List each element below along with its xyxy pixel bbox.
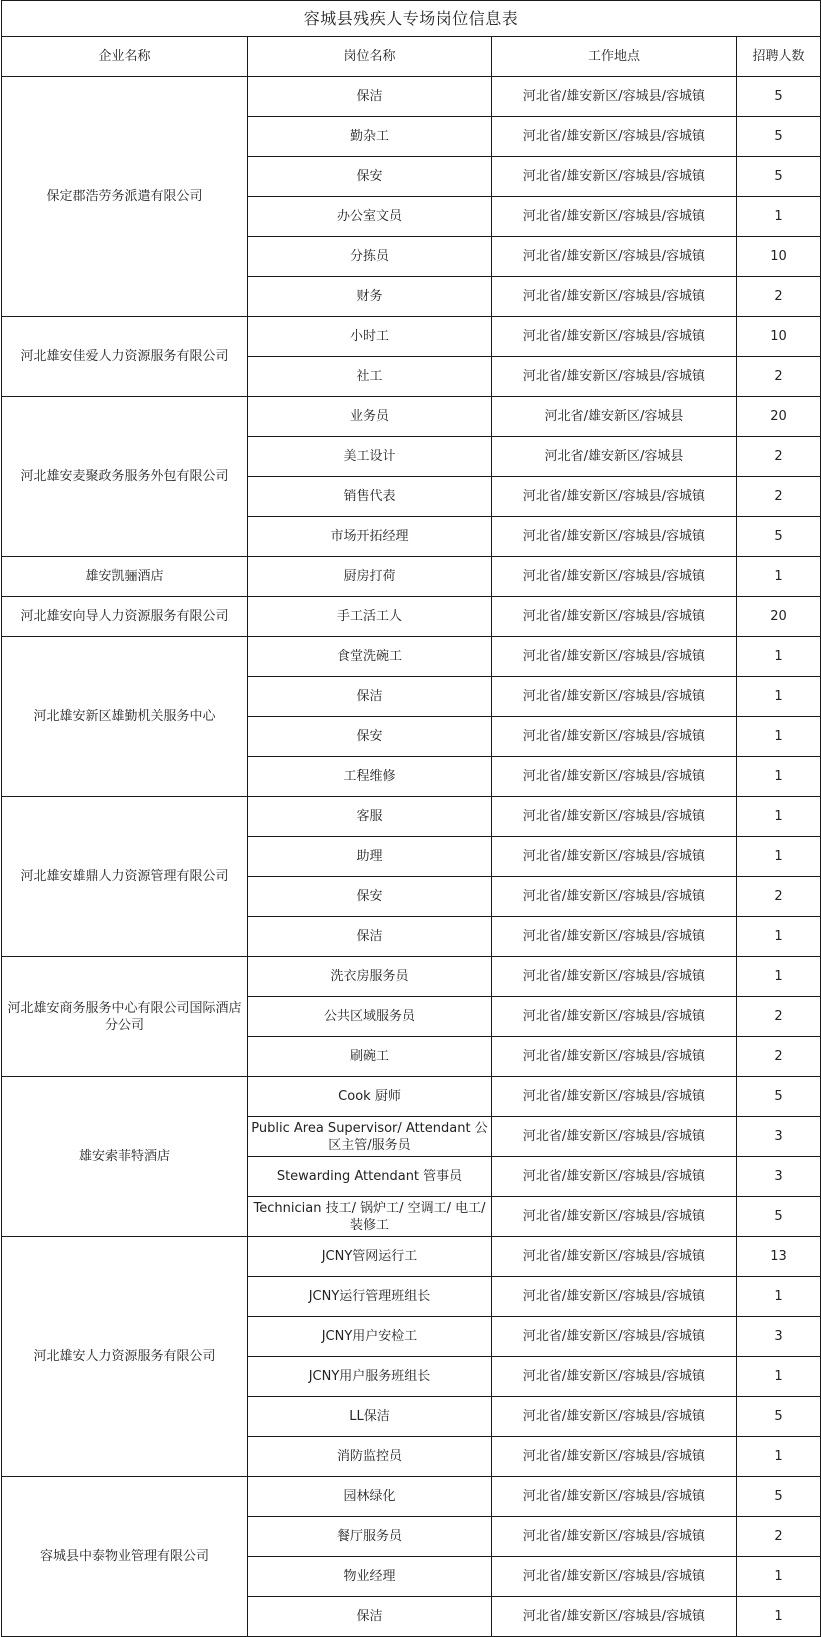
count-cell: 3 xyxy=(737,1157,821,1197)
count-cell: 1 xyxy=(737,1277,821,1317)
location-cell: 河北省/雄安新区/容城县/容城镇 xyxy=(492,1077,737,1117)
job-info-table xyxy=(1,0,821,1637)
count-cell: 2 xyxy=(737,437,821,477)
company-name-cell: 雄安索菲特酒店 xyxy=(2,1077,248,1237)
position-cell: 保洁 xyxy=(248,1597,492,1637)
location-cell: 河北省/雄安新区/容城县/容城镇 xyxy=(492,917,737,957)
position-cell: 保洁 xyxy=(248,77,492,117)
count-cell: 1 xyxy=(737,717,821,757)
count-cell: 20 xyxy=(737,597,821,637)
location-cell: 河北省/雄安新区/容城县/容城镇 xyxy=(492,157,737,197)
location-cell: 河北省/雄安新区/容城县/容城镇 xyxy=(492,277,737,317)
location-cell: 河北省/雄安新区/容城县/容城镇 xyxy=(492,117,737,157)
table-row xyxy=(2,557,821,597)
position-cell: 客服 xyxy=(248,797,492,837)
location-cell: 河北省/雄安新区/容城县/容城镇 xyxy=(492,837,737,877)
location-cell: 河北省/雄安新区/容城县/容城镇 xyxy=(492,597,737,637)
position-cell: 保洁 xyxy=(248,677,492,717)
location-cell: 河北省/雄安新区/容城县/容城镇 xyxy=(492,317,737,357)
count-cell: 1 xyxy=(737,1357,821,1397)
position-cell: 社工 xyxy=(248,357,492,397)
count-cell: 5 xyxy=(737,157,821,197)
location-cell: 河北省/雄安新区/容城县/容城镇 xyxy=(492,637,737,677)
position-cell: JCNY管网运行工 xyxy=(248,1237,492,1277)
position-cell: 保洁 xyxy=(248,917,492,957)
table-title-row xyxy=(2,1,821,37)
header-position: 岗位名称 xyxy=(248,37,492,77)
position-cell: 分拣员 xyxy=(248,237,492,277)
location-cell: 河北省/雄安新区/容城县/容城镇 xyxy=(492,797,737,837)
location-cell: 河北省/雄安新区/容城县/容城镇 xyxy=(492,757,737,797)
count-cell: 3 xyxy=(737,1317,821,1357)
location-cell: 河北省/雄安新区/容城县/容城镇 xyxy=(492,557,737,597)
location-cell: 河北省/雄安新区/容城县/容城镇 xyxy=(492,357,737,397)
count-cell: 10 xyxy=(737,237,821,277)
location-cell: 河北省/雄安新区/容城县/容城镇 xyxy=(492,877,737,917)
position-cell: 保安 xyxy=(248,157,492,197)
company-name-cell: 河北雄安人力资源服务有限公司 xyxy=(2,1237,248,1477)
location-cell: 河北省/雄安新区/容城县/容城镇 xyxy=(492,1397,737,1437)
location-cell: 河北省/雄安新区/容城县/容城镇 xyxy=(492,1117,737,1157)
header-company: 企业名称 xyxy=(2,37,248,77)
count-cell: 1 xyxy=(737,757,821,797)
location-cell: 河北省/雄安新区/容城县/容城镇 xyxy=(492,1477,737,1517)
position-cell: Technician 技工/ 锅炉工/ 空调工/ 电工/ 装修工 xyxy=(248,1197,492,1237)
table-row xyxy=(2,637,821,677)
position-cell: 保安 xyxy=(248,717,492,757)
count-cell: 1 xyxy=(737,1437,821,1477)
position-cell: 小时工 xyxy=(248,317,492,357)
location-cell: 河北省/雄安新区/容城县/容城镇 xyxy=(492,477,737,517)
location-cell: 河北省/雄安新区/容城县/容城镇 xyxy=(492,1317,737,1357)
count-cell: 5 xyxy=(737,117,821,157)
table-row xyxy=(2,1077,821,1117)
count-cell: 2 xyxy=(737,477,821,517)
position-cell: Public Area Supervisor/ Attendant 公区主管/服务员 xyxy=(248,1117,492,1157)
location-cell: 河北省/雄安新区/容城县/容城镇 xyxy=(492,677,737,717)
location-cell: 河北省/雄安新区/容城县/容城镇 xyxy=(492,717,737,757)
table-body xyxy=(2,77,821,1637)
table-row xyxy=(2,957,821,997)
count-cell: 5 xyxy=(737,1077,821,1117)
count-cell: 3 xyxy=(737,1117,821,1157)
location-cell: 河北省/雄安新区/容城县/容城镇 xyxy=(492,1357,737,1397)
count-cell: 1 xyxy=(737,837,821,877)
count-cell: 10 xyxy=(737,317,821,357)
count-cell: 2 xyxy=(737,1037,821,1077)
position-cell: 厨房打荷 xyxy=(248,557,492,597)
count-cell: 1 xyxy=(737,197,821,237)
count-cell: 1 xyxy=(737,557,821,597)
location-cell: 河北省/雄安新区/容城县/容城镇 xyxy=(492,957,737,997)
position-cell: 市场开拓经理 xyxy=(248,517,492,557)
company-name-cell: 河北雄安商务服务中心有限公司国际酒店分公司 xyxy=(2,957,248,1077)
header-count: 招聘人数 xyxy=(737,37,821,77)
count-cell: 5 xyxy=(737,1197,821,1237)
location-cell: 河北省/雄安新区/容城县/容城镇 xyxy=(492,1437,737,1477)
position-cell: 公共区域服务员 xyxy=(248,997,492,1037)
count-cell: 20 xyxy=(737,397,821,437)
position-cell: 园林绿化 xyxy=(248,1477,492,1517)
position-cell: JCNY用户服务班组长 xyxy=(248,1357,492,1397)
table-row xyxy=(2,1477,821,1517)
position-cell: Stewarding Attendant 管事员 xyxy=(248,1157,492,1197)
location-cell: 河北省/雄安新区/容城县/容城镇 xyxy=(492,1037,737,1077)
position-cell: LL保洁 xyxy=(248,1397,492,1437)
location-cell: 河北省/雄安新区/容城县/容城镇 xyxy=(492,1277,737,1317)
table-row xyxy=(2,397,821,437)
header-location: 工作地点 xyxy=(492,37,737,77)
position-cell: JCNY用户安检工 xyxy=(248,1317,492,1357)
position-cell: 餐厅服务员 xyxy=(248,1517,492,1557)
company-name-cell: 保定郡浩劳务派遣有限公司 xyxy=(2,77,248,317)
table-title: 容城县残疾人专场岗位信息表 xyxy=(2,1,821,37)
company-name-cell: 河北雄安雄鼎人力资源管理有限公司 xyxy=(2,797,248,957)
table-row xyxy=(2,77,821,117)
position-cell: 工程维修 xyxy=(248,757,492,797)
position-cell: 勤杂工 xyxy=(248,117,492,157)
count-cell: 1 xyxy=(737,917,821,957)
count-cell: 1 xyxy=(737,677,821,717)
position-cell: 财务 xyxy=(248,277,492,317)
location-cell: 河北省/雄安新区/容城县 xyxy=(492,437,737,477)
count-cell: 2 xyxy=(737,877,821,917)
company-name-cell: 容城县中泰物业管理有限公司 xyxy=(2,1477,248,1637)
company-name-cell: 河北雄安佳爱人力资源服务有限公司 xyxy=(2,317,248,397)
location-cell: 河北省/雄安新区/容城县 xyxy=(492,397,737,437)
position-cell: 洗衣房服务员 xyxy=(248,957,492,997)
position-cell: 手工活工人 xyxy=(248,597,492,637)
count-cell: 1 xyxy=(737,797,821,837)
position-cell: 刷碗工 xyxy=(248,1037,492,1077)
position-cell: 办公室文员 xyxy=(248,197,492,237)
position-cell: 助理 xyxy=(248,837,492,877)
location-cell: 河北省/雄安新区/容城县/容城镇 xyxy=(492,1197,737,1237)
location-cell: 河北省/雄安新区/容城县/容城镇 xyxy=(492,1597,737,1637)
position-cell: 消防监控员 xyxy=(248,1437,492,1477)
company-name-cell: 河北雄安麦聚政务服务外包有限公司 xyxy=(2,397,248,557)
table-row xyxy=(2,597,821,637)
count-cell: 2 xyxy=(737,277,821,317)
position-cell: Cook 厨师 xyxy=(248,1077,492,1117)
count-cell: 1 xyxy=(737,637,821,677)
position-cell: JCNY运行管理班组长 xyxy=(248,1277,492,1317)
count-cell: 2 xyxy=(737,357,821,397)
location-cell: 河北省/雄安新区/容城县/容城镇 xyxy=(492,197,737,237)
location-cell: 河北省/雄安新区/容城县/容城镇 xyxy=(492,1557,737,1597)
count-cell: 2 xyxy=(737,1517,821,1557)
position-cell: 业务员 xyxy=(248,397,492,437)
position-cell: 保安 xyxy=(248,877,492,917)
header-row xyxy=(2,37,821,77)
count-cell: 13 xyxy=(737,1237,821,1277)
position-cell: 食堂洗碗工 xyxy=(248,637,492,677)
count-cell: 1 xyxy=(737,957,821,997)
position-cell: 美工设计 xyxy=(248,437,492,477)
location-cell: 河北省/雄安新区/容城县/容城镇 xyxy=(492,1517,737,1557)
table-row xyxy=(2,317,821,357)
location-cell: 河北省/雄安新区/容城县/容城镇 xyxy=(492,237,737,277)
position-cell: 物业经理 xyxy=(248,1557,492,1597)
table-row xyxy=(2,1237,821,1277)
location-cell: 河北省/雄安新区/容城县/容城镇 xyxy=(492,997,737,1037)
count-cell: 5 xyxy=(737,77,821,117)
company-name-cell: 河北雄安向导人力资源服务有限公司 xyxy=(2,597,248,637)
company-name-cell: 河北雄安新区雄勤机关服务中心 xyxy=(2,637,248,797)
location-cell: 河北省/雄安新区/容城县/容城镇 xyxy=(492,517,737,557)
company-name-cell: 雄安凯骊酒店 xyxy=(2,557,248,597)
count-cell: 5 xyxy=(737,517,821,557)
count-cell: 5 xyxy=(737,1397,821,1437)
table-row xyxy=(2,797,821,837)
location-cell: 河北省/雄安新区/容城县/容城镇 xyxy=(492,1237,737,1277)
location-cell: 河北省/雄安新区/容城县/容城镇 xyxy=(492,1157,737,1197)
count-cell: 1 xyxy=(737,1557,821,1597)
position-cell: 销售代表 xyxy=(248,477,492,517)
count-cell: 2 xyxy=(737,997,821,1037)
location-cell: 河北省/雄安新区/容城县/容城镇 xyxy=(492,77,737,117)
count-cell: 5 xyxy=(737,1477,821,1517)
count-cell: 1 xyxy=(737,1597,821,1637)
